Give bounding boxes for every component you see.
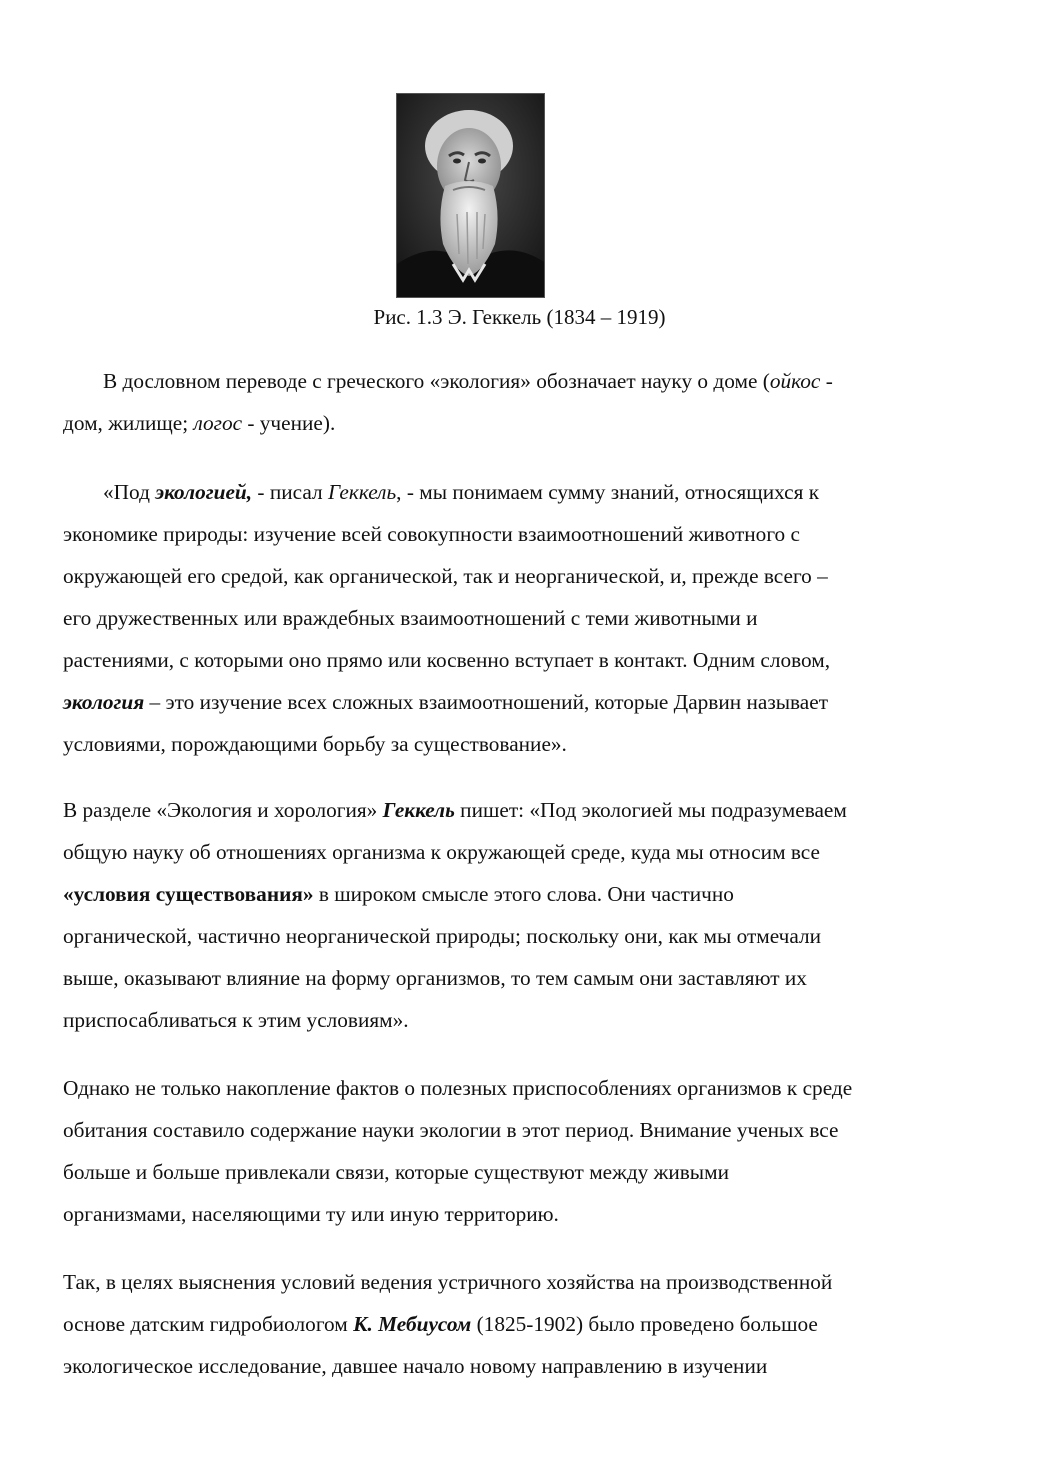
text-line: экономике природы: изучение всей совокупности взаимоотношений животного с	[63, 522, 800, 546]
paragraph-organism-links	[63, 1067, 977, 1235]
text-line: организмами, населяющими ту или иную территорию.	[63, 1202, 559, 1226]
paragraph-ecology-chorology	[63, 789, 977, 1041]
text-line: общую науку об отношениях организма к окружающей среде, куда мы относим все	[63, 840, 820, 864]
text-line: окружающей его средой, как органической, так и неорганической, и, прежде всего –	[63, 564, 828, 588]
text-line: дом, жилище; логос - учение).	[63, 411, 336, 435]
text-line: экология – это изучение всех сложных взаимоотношений, которые Дарвин называет	[63, 690, 829, 714]
text-line: Однако не только накопление фактов о полезных приспособлениях организмов к среде	[63, 1076, 853, 1100]
text-line: экологическое исследование, давшее начало новому направлению в изучении	[63, 1354, 768, 1378]
paragraph-haeckel-quote	[63, 471, 977, 765]
paragraph-etymology	[63, 360, 977, 444]
text-line: обитания составило содержание науки экологии в этот период. Внимание ученых все	[63, 1118, 839, 1142]
text-line: приспосабливаться к этим условиям».	[63, 1008, 409, 1032]
text-line: Так, в целях выяснения условий ведения устричного хозяйства на производственной	[63, 1270, 833, 1294]
text-line: его дружественных или враждебных взаимоотношений с теми животными и	[63, 606, 758, 630]
text-line: В разделе «Экология и хорология» Геккель пишет: «Под экологией мы подразумеваем	[63, 798, 847, 822]
text-line: условиями, порождающими борьбу за существование».	[63, 732, 567, 756]
text-line: больше и больше привлекали связи, которые существуют между живыми	[63, 1160, 729, 1184]
figure-caption: Рис. 1.3 Э. Геккель (1834 – 1919)	[373, 305, 666, 329]
paragraph-mobius-research	[63, 1261, 977, 1387]
text-line: органической, частично неорганической природы; поскольку они, как мы отмечали	[63, 924, 822, 948]
text-line: «Под экологией, - писал Геккель, - мы понимаем сумму знаний, относящихся к	[103, 480, 820, 504]
text-line: основе датским гидробиологом К. Мебиусом (1825-1902) было проведено большое	[63, 1312, 818, 1336]
text-line: В дословном переводе с греческого «экология» обозначает науку о доме (ойкос -	[103, 369, 833, 393]
text-line: «условия существования» в широком смысле этого слова. Они частично	[63, 882, 734, 906]
text-line: растениями, с которыми оно прямо или косвенно вступает в контакт. Одним словом,	[63, 648, 831, 672]
text-line: выше, оказывают влияние на форму организмов, то тем самым они заставляют их	[63, 966, 807, 990]
haeckel-portrait-image	[396, 93, 545, 298]
